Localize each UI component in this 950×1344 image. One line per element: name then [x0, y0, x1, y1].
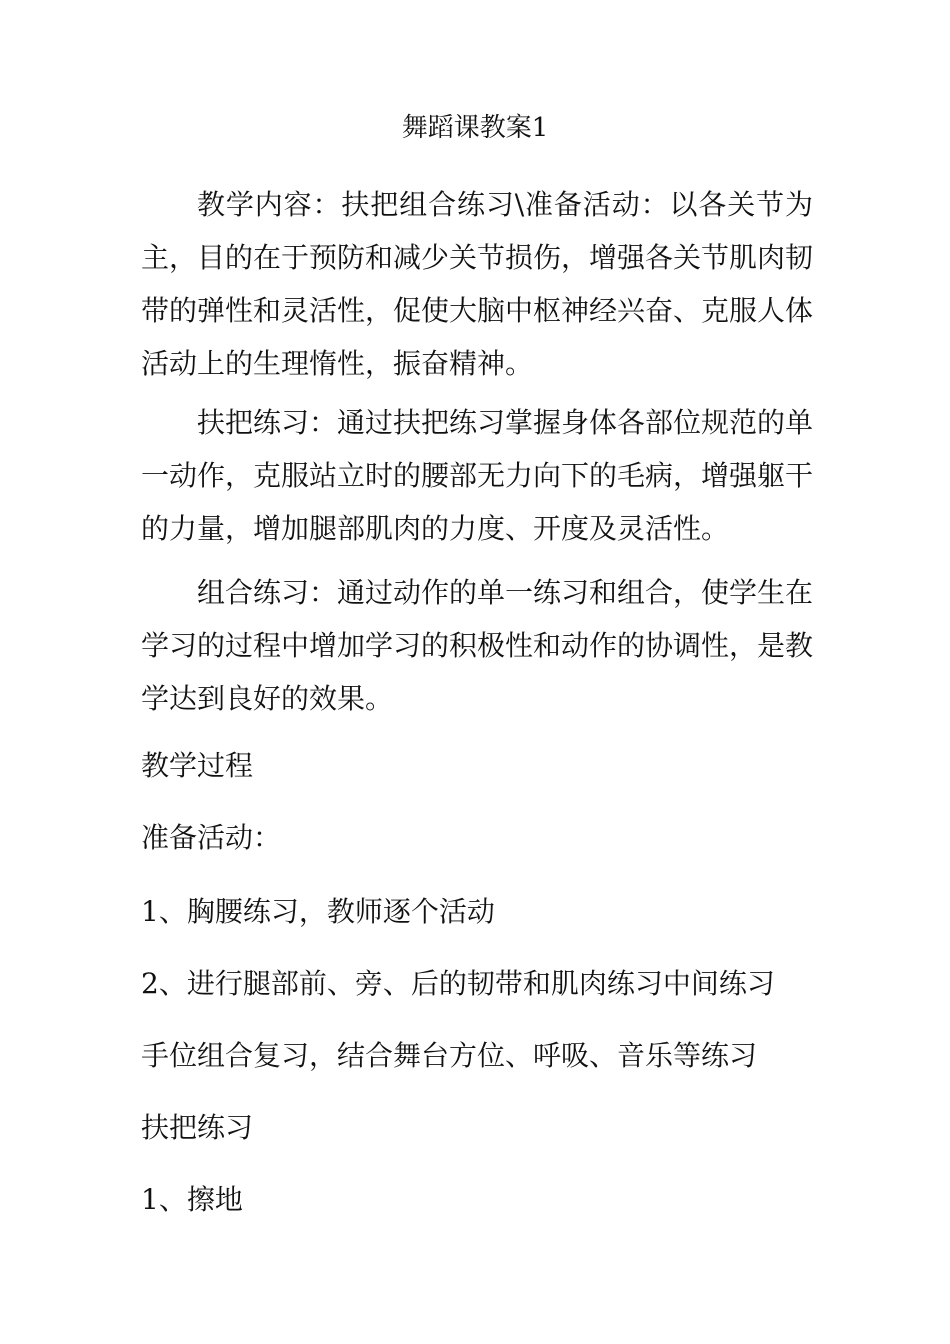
paragraph-combination-practice: 组合练习：通过动作的单一练习和组合，使学生在学习的过程中增加学习的积极性和动作的协调性，是教学达到良好的效果。	[141, 576, 814, 715]
paragraph-barre-practice: 扶把练习：通过扶把练习掌握身体各部位规范的单一动作，克服站立时的腰部无力向下的毛病，增强躯干的力量，增加腿部肌肉的力度、开度及灵活性。	[141, 406, 814, 545]
section-heading-barre: 扶把练习	[141, 1111, 254, 1144]
document-title: 舞蹈课教案1	[401, 113, 549, 143]
paragraph-teaching-content: 教学内容：扶把组合练习\准备活动：以各关节为主，目的在于预防和减少关节损伤，增强各关节肌肉韧带的弹性和灵活性，促使大脑中枢神经兴奋、克服人体活动上的生理惰性，振奋精神。	[141, 188, 814, 380]
list-item-leg-ligaments: 2、进行腿部前、旁、后的韧带和肌肉练习中间练习	[141, 967, 775, 1000]
list-item-chest-waist: 1、胸腰练习，教师逐个活动	[141, 895, 495, 928]
list-item-hand-positions: 手位组合复习，结合舞台方位、呼吸、音乐等练习	[141, 1039, 758, 1072]
list-item-tendu: 1、擦地	[141, 1183, 243, 1216]
section-heading-warmup: 准备活动：	[141, 821, 282, 854]
section-heading-teaching-process: 教学过程	[141, 749, 254, 782]
